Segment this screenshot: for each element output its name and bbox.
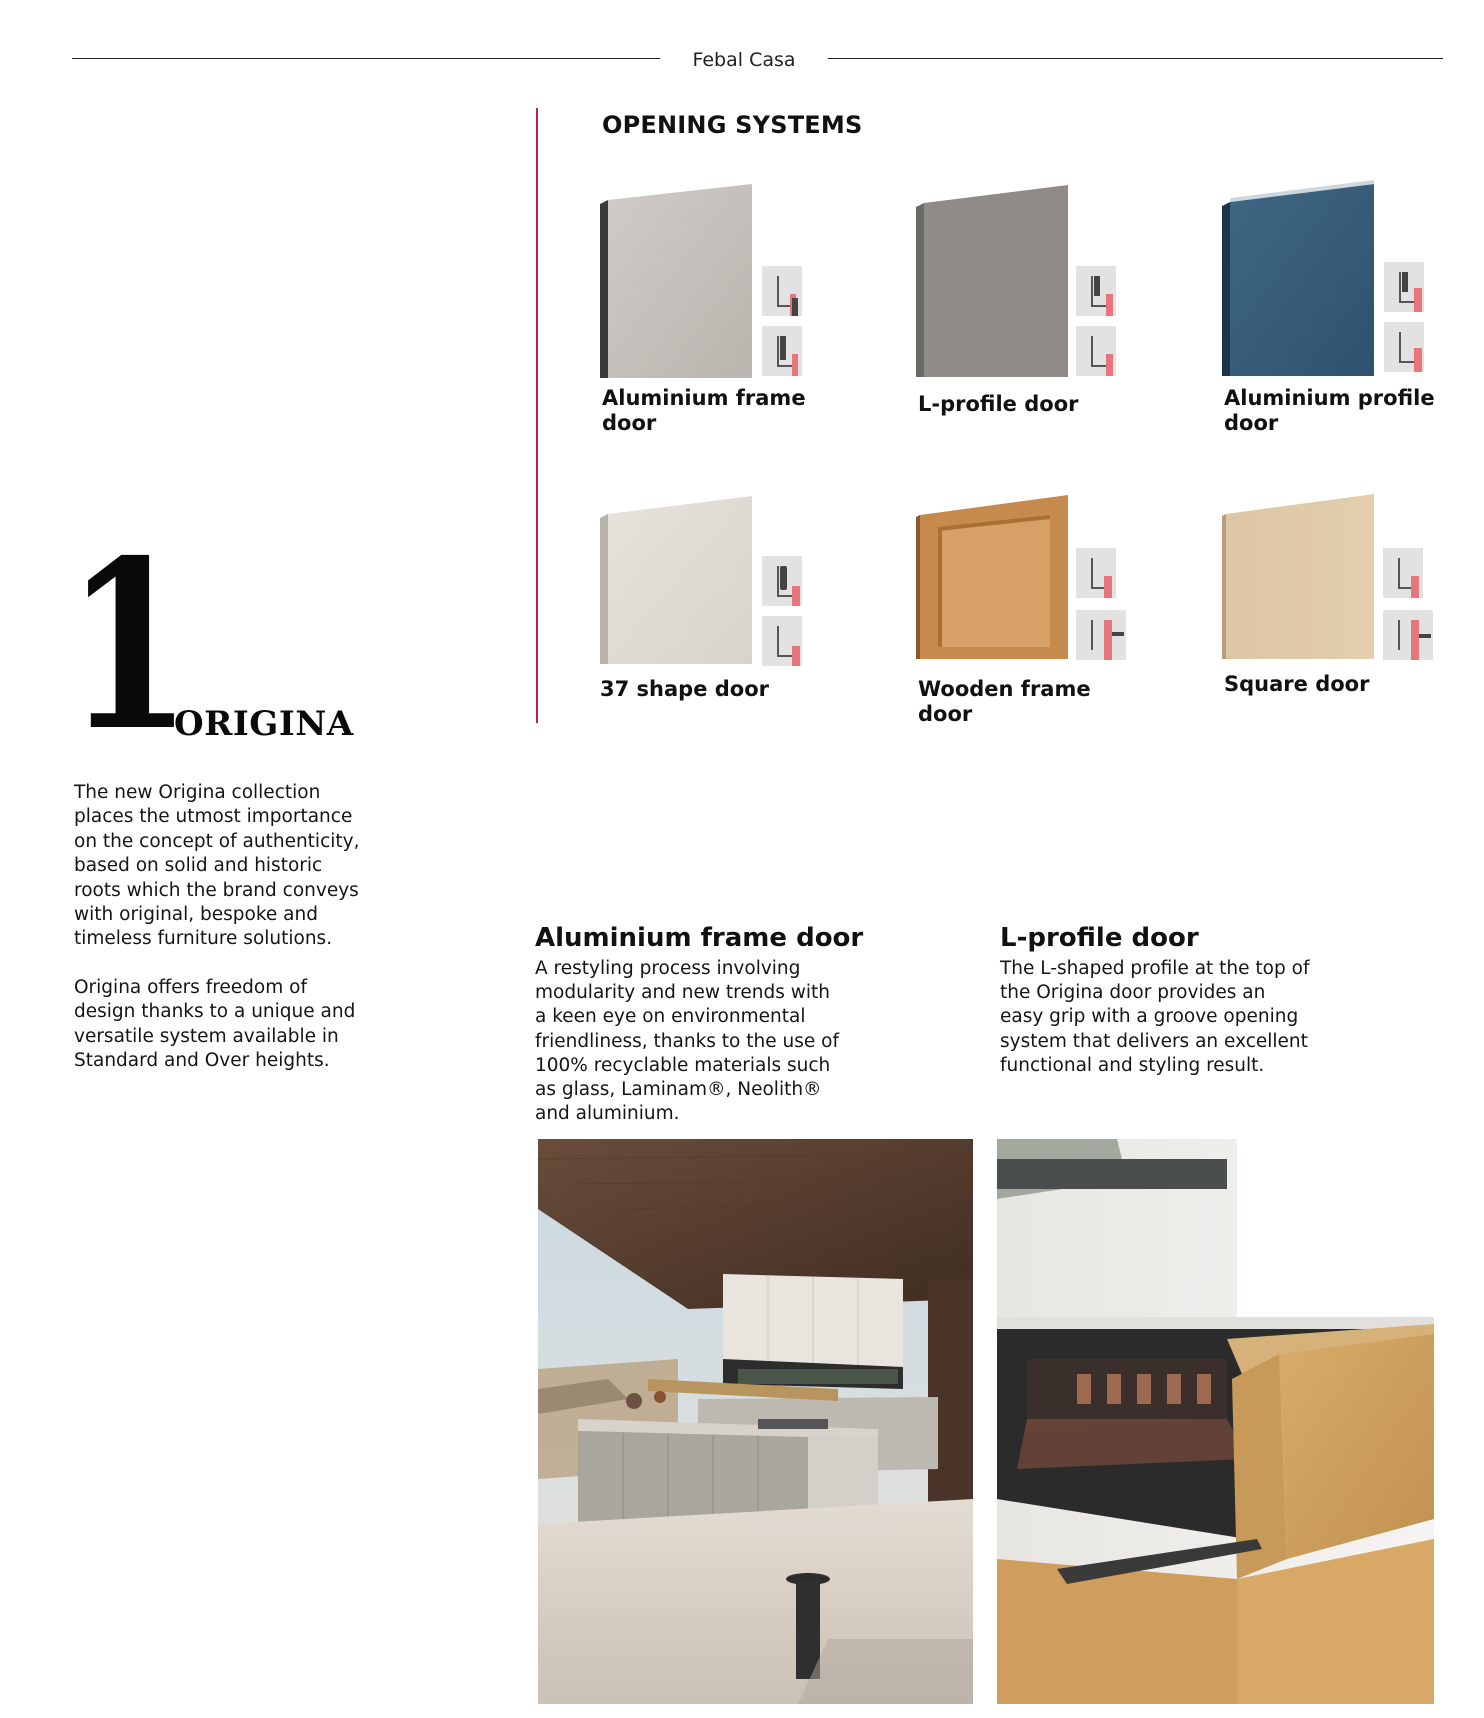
- drawer-detail-photo: [997, 1139, 1434, 1704]
- accent-divider: [536, 108, 538, 723]
- door-swatch-blue: [1222, 180, 1377, 376]
- profile-section-icon: [1383, 610, 1433, 660]
- profile-section-icon: [1076, 548, 1116, 598]
- door-swatch-oak: [916, 493, 1071, 659]
- brand-title: Febal Casa: [692, 49, 796, 71]
- door-label: L-profile door: [918, 392, 1079, 416]
- door-swatch-light-oak: [1222, 492, 1377, 659]
- intro-paragraph-1: The new Origina collection places the utmost importance on the concept of authenticity, based on solid and historic roots which the brand conveys with original, bespoke and timeless furniture solutions.: [74, 782, 360, 950]
- door-label: 37 shape door: [600, 677, 769, 701]
- header-rule-right: [828, 58, 1443, 59]
- kitchen-island-photo: [538, 1139, 973, 1704]
- detail-title-l-profile: L-profile door: [1000, 923, 1199, 953]
- door-swatch-grey: [916, 183, 1071, 377]
- door-label: Square door: [1224, 672, 1370, 696]
- door-label: Aluminium profile door: [1224, 386, 1435, 435]
- profile-section-icon: [1383, 548, 1423, 598]
- profile-section-icon: [762, 326, 802, 376]
- profile-section-icon: [1076, 266, 1116, 316]
- door-swatch-stone: [600, 494, 755, 664]
- door-label: Aluminium frame door: [602, 386, 806, 435]
- profile-section-icon: [1076, 610, 1126, 660]
- collection-name: ORIGINA: [174, 704, 354, 744]
- profile-section-icon: [762, 616, 802, 666]
- header-rule-left: [72, 58, 660, 59]
- profile-section-icon: [762, 556, 802, 606]
- door-label: Wooden frame door: [918, 677, 1091, 726]
- detail-title-aluminium-frame: Aluminium frame door: [535, 923, 864, 953]
- profile-section-icon: [1076, 326, 1116, 376]
- door-swatch-concrete: [600, 182, 755, 378]
- detail-text-aluminium-frame: A restyling process involving modularity and new trends with a keen eye on environmental friendliness, thanks to the use of 100% recyclable materials such as glass, Laminam®, Neolith® and aluminium.: [535, 958, 839, 1125]
- profile-section-icon: [1384, 322, 1424, 372]
- profile-section-icon: [762, 266, 802, 316]
- detail-text-l-profile: The L-shaped profile at the top of the Origina door provides an easy grip with a groove opening system that delivers an excellent functional and styling result.: [1000, 958, 1310, 1076]
- collection-intro: [74, 781, 374, 1073]
- profile-section-icon: [1384, 262, 1424, 312]
- opening-systems-title: OPENING SYSTEMS: [602, 111, 863, 139]
- collection-number: 1: [66, 509, 186, 782]
- intro-paragraph-2: Origina offers freedom of design thanks to a unique and versatile system available in Standard and Over heights.: [74, 976, 356, 1072]
